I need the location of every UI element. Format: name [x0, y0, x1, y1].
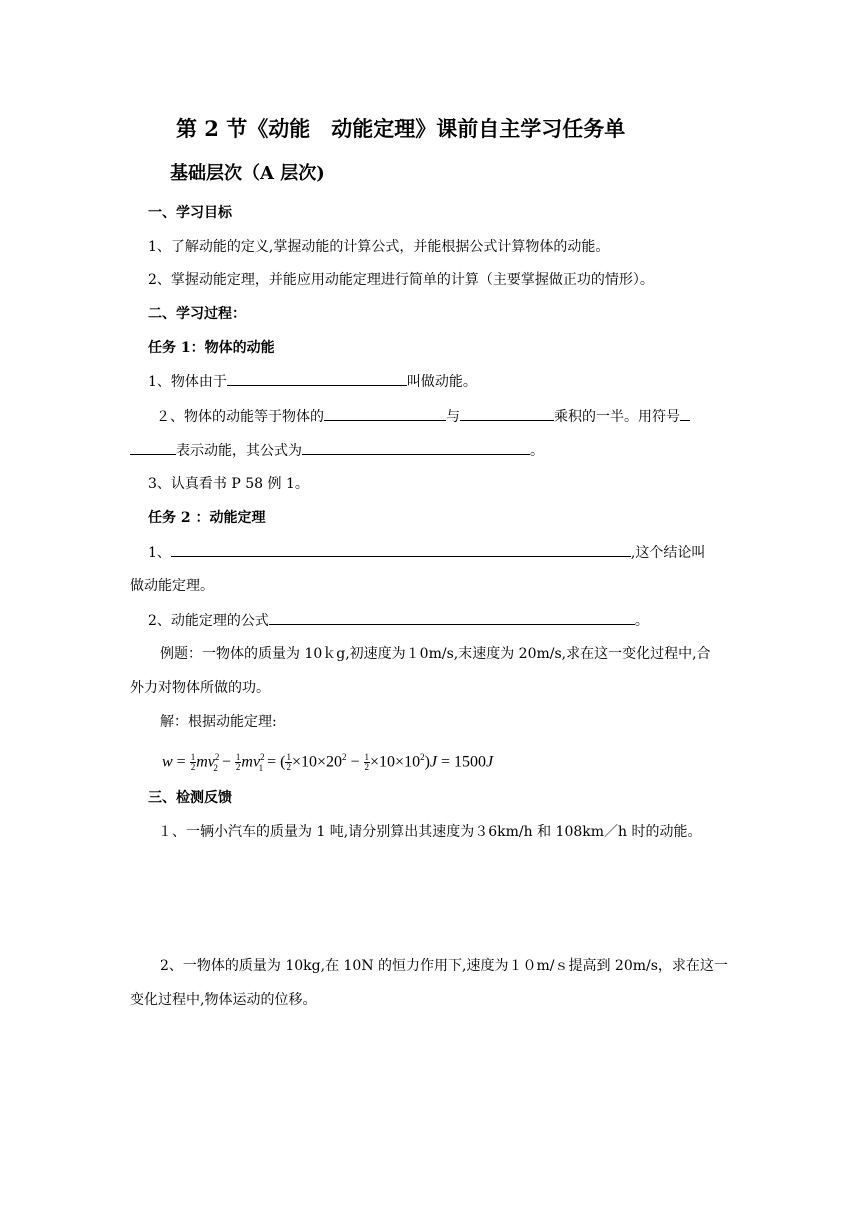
formula-sup: 2: [341, 752, 347, 762]
task1-question-2: [156, 406, 690, 427]
formula-open-paren: = (: [267, 753, 286, 771]
feedback-question-2-line-1: 2、一物体的质量为 10kg,在 10N 的恒力作用下,速度为１０m/ｓ提高到 20m/s，求在这一: [160, 958, 728, 974]
example-line-2: 外力对物体所做的功。: [130, 680, 270, 696]
answer-blank[interactable]: [324, 406, 446, 421]
answer-blank[interactable]: [460, 406, 554, 421]
formula-equals: =: [441, 753, 451, 771]
formula-number: 10: [404, 753, 421, 771]
task2-question-1: [148, 542, 705, 563]
frac-den: 2: [190, 762, 196, 773]
formula-v: v: [207, 753, 215, 771]
task2-question-2: [148, 610, 649, 631]
task1-q2-text-e: 。: [530, 443, 544, 459]
task1-q1-suffix: 叫做动能。: [406, 374, 477, 390]
answer-blank[interactable]: [227, 371, 407, 386]
task1-q2-text-a: ２、物体的动能等于物体的: [156, 409, 324, 425]
frac-num: 1: [190, 752, 196, 763]
task2-q1-prefix: 1、: [148, 545, 171, 561]
formula-m: m: [241, 753, 253, 771]
formula-v: v: [252, 753, 261, 771]
formula-w: w: [162, 753, 173, 771]
formula-unit: J: [486, 753, 494, 771]
goal-item-1: 1、了解动能的定义,掌握动能的计算公式，并能根据公式计算物体的动能。: [148, 239, 610, 255]
formula-number: 20: [325, 753, 342, 771]
task2-q2-suffix: 。: [634, 613, 649, 629]
frac-den: 2: [286, 762, 291, 773]
example-line-1: 例题：一物体的质量为 10ｋg,初速度为１0m/s,末速度为 20m/s,求在这一变化过程中,合: [160, 646, 711, 662]
formula-times: ×10×: [291, 753, 326, 771]
formula-close-paren: ): [424, 753, 430, 771]
goal-item-2: 2、掌握动能定理，并能应用动能定理进行简单的计算（主要掌握做正功的情形）。: [148, 272, 654, 288]
task2-q2-prefix: 2、动能定理的公式: [148, 613, 269, 629]
formula-equals: =: [176, 753, 186, 771]
task1-heading: 任务 1：物体的动能: [148, 340, 275, 356]
task1-q2-text-d: 表示动能，其公式为: [176, 443, 302, 459]
level-subtitle: 基础层次（A 层次): [170, 163, 325, 184]
section-feedback-heading: 三、检测反馈: [148, 790, 232, 806]
formula-sup: 2: [420, 752, 425, 762]
answer-blank[interactable]: [680, 406, 690, 421]
frac-num: 1: [286, 752, 291, 763]
task1-question-1: [148, 371, 477, 392]
formula-times: ×10×: [370, 753, 405, 771]
task1-question-3: 3、认真看书 P 58 例 1。: [148, 476, 309, 492]
formula-unit: J: [429, 753, 437, 771]
task1-q2-text-b: 与: [446, 409, 460, 425]
answer-blank[interactable]: [302, 440, 530, 455]
formula-m: m: [196, 753, 208, 771]
formula-sub: 1: [258, 762, 264, 773]
formula-minus: −: [350, 753, 360, 771]
formula-result: 1500: [454, 753, 487, 771]
section-process-heading: 二、学习过程：: [148, 306, 246, 322]
answer-blank[interactable]: [130, 440, 176, 455]
task2-q1-suffix: ,这个结论叫: [630, 545, 706, 561]
formula-sub: 2: [213, 762, 218, 773]
formula-minus: −: [221, 753, 231, 771]
task1-q1-prefix: 1、物体由于: [148, 374, 227, 390]
formula-sup: 2: [260, 752, 265, 762]
task1-q2-text-c: 乘积的一半。用符号: [554, 409, 680, 425]
frac-den: 2: [364, 762, 370, 773]
solution-label: 解：根据动能定理:: [160, 714, 277, 730]
formula-sup: 2: [214, 752, 220, 762]
frac-num: 1: [364, 752, 370, 763]
frac-num: 1: [235, 752, 241, 763]
feedback-question-1: １、一辆小汽车的质量为 1 吨,请分别算出其速度为３6km/h 和 108km／h 时的动能。: [158, 824, 702, 840]
answer-blank[interactable]: [269, 610, 635, 625]
task2-question-1-cont: 做动能定理。: [130, 578, 214, 594]
task1-question-2-cont: [130, 440, 544, 461]
kinetic-energy-formula: [162, 746, 493, 779]
feedback-question-2-line-2: 变化过程中,物体运动的位移。: [130, 992, 317, 1008]
page-title: 第 2 节《动能 动能定理》课前自主学习任务单: [176, 116, 626, 141]
frac-den: 2: [235, 762, 241, 773]
section-goals-heading: 一、学习目标: [148, 205, 232, 221]
answer-blank[interactable]: [171, 542, 631, 557]
task2-heading: 任务 2 ：动能定理: [148, 510, 266, 526]
